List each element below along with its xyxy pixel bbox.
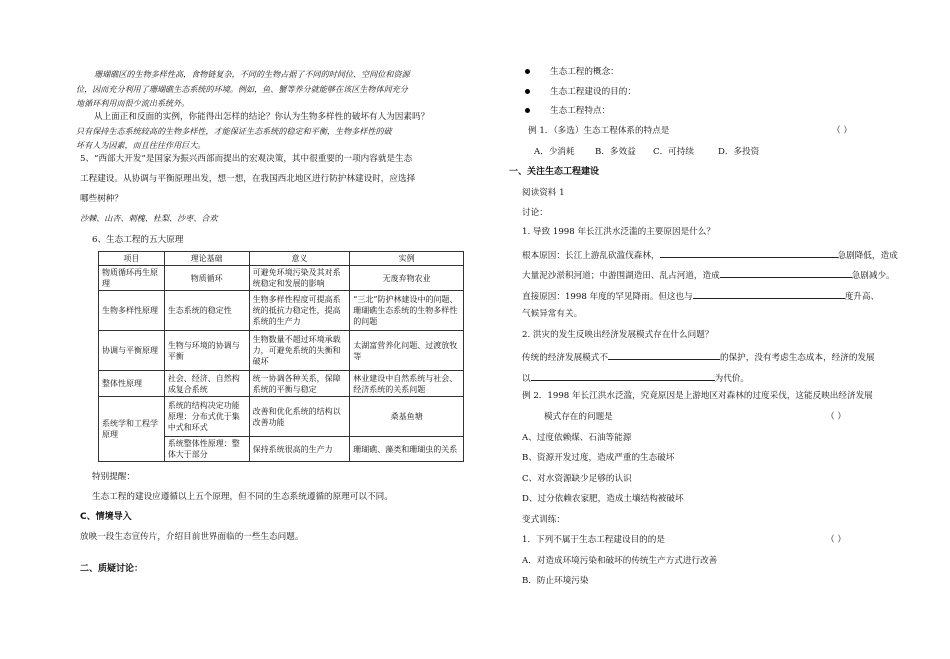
table-row: [99, 291, 464, 331]
answer-blank[interactable]: [608, 350, 720, 360]
answer-parentheses: （ ）: [826, 412, 846, 422]
table-row: [99, 397, 464, 437]
bullet-icon: [525, 108, 530, 113]
example-2-option-a: A、过度依赖煤、石油等能源: [522, 433, 632, 443]
table-header-cell: 项目: [99, 252, 165, 266]
table-cell-meaning: 生物多样性程度可提高系统的抵抗力稳定性，提高系统的生产力: [249, 291, 350, 331]
table-cell-basis: 物质循环: [164, 266, 249, 291]
root-cause-text: 急剧减少。: [851, 271, 895, 281]
option-a: A．少消耗: [534, 147, 575, 157]
root-cause-line-1: [522, 248, 898, 262]
table-cell-example: “三北”防护林建设中的问题、珊瑚礁生态系统的生物多样性的问题: [350, 291, 464, 331]
section-c-heading: C、情境导入: [80, 512, 132, 522]
answer-parentheses: （ ）: [826, 535, 846, 545]
table-cell-item: 生物多样性原理: [99, 291, 165, 331]
bullet-label: 生态工程建设的目的：: [550, 87, 636, 97]
root-cause-text: 根本原因：长江上游乱砍滥伐森林，: [522, 251, 660, 261]
discussion-2-text: 的保护，没有考虑生态成本，经济的发展: [719, 353, 875, 363]
example-2-stem-line-1: 例 2．1998 年长江洪水泛滥，究竟原因是上游地区对森林的过度采伐，这能反映出经济发展: [522, 391, 873, 401]
variant-training-label: 变式训练：: [522, 515, 565, 525]
table-cell-item: 整体性原理: [99, 371, 165, 397]
root-cause-text: 急剧降低，造成: [837, 251, 898, 261]
table-cell-meaning: 生物数量不超过环境承载力，可避免系统的失衡和破坏: [249, 331, 350, 371]
tip-title: 特别提醒：: [92, 472, 135, 482]
table-header-row: [99, 252, 464, 266]
answer-blank[interactable]: [660, 248, 838, 258]
answer-parentheses: （ ）: [832, 126, 852, 136]
example-1-stem: 例 1．（多选）生态工程体系的特点是: [528, 126, 670, 136]
table-cell-basis: 生物与环境的协调与平衡: [164, 331, 249, 371]
direct-cause-text: 直接原因：1998 年度的罕见降雨。但这也与: [522, 292, 693, 302]
bullet-icon: [525, 69, 530, 74]
answer-blank[interactable]: [531, 371, 715, 381]
example-2-option-c: C、对水资源缺少足够的认识: [522, 474, 632, 484]
table-cell-meaning: 统一协调各种关系，保障系统的平衡与稳定: [249, 371, 350, 397]
table-cell-meaning: 改善和优化系统的结构以改善功能: [249, 397, 350, 437]
discussion-2-question: 2. 洪灾的发生反映出经济发展模式存在什么问题？: [522, 330, 714, 340]
section-1-heading: 一、关注生态工程建设: [509, 167, 600, 177]
variant-1-stem: 1．下列不属于生态工程建设目的的是: [522, 535, 665, 545]
question-5-line-2: 工程建设。从协调与平衡原理出发，想一想，在我国西北地区进行防护林建设时，应选择: [80, 174, 416, 184]
bullet-icon: [525, 89, 530, 94]
conclusion-answer-line-1: 只有保持生态系统较高的生物多样性，才能保证生态系统的稳定和平衡，生物多样性的破: [76, 126, 392, 136]
table-cell-meaning: 可避免环境污染及其对系统稳定和发展的影响: [249, 266, 350, 291]
table-cell-basis: 社会、经济、自然构成复合系统: [164, 371, 249, 397]
table-cell-item: 系统学和工程学原理: [99, 397, 165, 462]
table-cell-example: 无废弃物农业: [350, 266, 464, 291]
table-header-cell: 意义: [249, 252, 350, 266]
question-6-title: 6、生态工程的五大原理: [92, 235, 184, 245]
discussion-2-text: 为代价。: [714, 374, 749, 384]
variant-1-option-b: B．防止环境污染: [522, 576, 589, 586]
table-cell-example: 桑基鱼塘: [350, 397, 464, 437]
table-cell-example: 林业建设中自然系统与社会、经济系统的关系问题: [350, 371, 464, 397]
example-2-stem-line-2: 模式存在的问题是: [544, 412, 613, 422]
answer-blank[interactable]: [720, 268, 852, 278]
section-c-text: 放映一段生态宣传片，介绍目前世界面临的一些生态问题。: [80, 532, 304, 542]
discussion-2-line-1: [522, 350, 875, 364]
table-cell-item: 物质循环再生原理: [99, 266, 165, 291]
discussion-label: 讨论：: [522, 208, 548, 218]
bullet-label: 生态工程特点：: [550, 106, 611, 116]
discussion-2-text: 传统的经济发展模式不: [522, 353, 608, 363]
table-cell-meaning: 保持系统很高的生产力: [249, 437, 350, 462]
conclusion-question: 从上面正和反面的实例，你能得出怎样的结论？你认为生物多样性的破坏有人为因素吗？: [94, 112, 430, 122]
direct-cause-line-1: [522, 289, 879, 303]
direct-cause-line-2: 气候异常有关。: [522, 309, 583, 319]
root-cause-text: 大量泥沙淤积河道；中游围湖造田、乱占河道，造成: [522, 271, 720, 281]
conclusion-answer-line-2: 坏有人为因素，而且往往作用巨大。: [76, 140, 206, 150]
question-5-line-3: 哪些树种？: [80, 194, 123, 204]
discussion-1-question: 1. 导致 1998 年长江洪水泛滥的主要原因是什么？: [522, 227, 715, 237]
table-header-cell: 实例: [350, 252, 464, 266]
example-2-option-d: D、过分依赖农家肥，造成土壤结构被破坏: [522, 494, 684, 504]
table-cell-example: 珊瑚礁、藻类和珊瑚虫的关系: [350, 437, 464, 462]
five-principles-table: [98, 251, 464, 462]
discussion-2-text: 以: [522, 374, 531, 384]
question-5-answer: 沙棘、山杏、刺槐、杜梨、沙枣、合欢: [80, 213, 218, 223]
table-cell-item: 协调与平衡原理: [99, 331, 165, 371]
option-d: D．多投资: [718, 147, 760, 157]
reading-material-label: 阅读资料 1: [522, 188, 565, 198]
table-row: [99, 266, 464, 291]
variant-1-option-a: A．对造成环境污染和破坏的传统生产方式进行改善: [522, 556, 718, 566]
table-cell-basis: 生态系统的稳定性: [164, 291, 249, 331]
discussion-2-line-2: [522, 371, 749, 385]
coral-paragraph-line-2: 位，因而充分利用了珊瑚礁生态系统的环境。例如，鱼、蟹等养分就能够在该区生物体间充分: [76, 84, 408, 94]
coral-paragraph-line-1: 珊瑚礁区的生物多样性高，食物链复杂，不同的生物占据了不同的时间位、空间位和资源: [94, 69, 410, 79]
table-cell-basis: 系统的结构决定功能原理：分布式优于集中式和环式: [164, 397, 249, 437]
example-2-option-b: B、资源开发过度，造成严重的生态破坏: [522, 453, 675, 463]
bullet-item: [525, 87, 636, 98]
bullet-item: [525, 67, 619, 78]
question-5-line-1: 5、“西部大开发”是国家为振兴西部而提出的宏观决策，其中很重要的一项内容就是生态: [80, 154, 413, 164]
direct-cause-text: 度升高、: [844, 292, 880, 302]
option-c: C．可持续: [653, 147, 694, 157]
tip-text: 生态工程的建设应遵循以上五个原理，但不同的生态系统遵循的原理可以不同。: [92, 492, 393, 502]
section-2-heading: 二、质疑讨论：: [80, 564, 144, 574]
option-b: B．多效益: [595, 147, 636, 157]
table-row: [99, 371, 464, 397]
bullet-label: 生态工程的概念：: [550, 67, 619, 77]
table-cell-basis: 系统整体性原理：整体大于部分: [164, 437, 249, 462]
table-cell-example: 太湖富营养化问题、过渡放牧等: [350, 331, 464, 371]
bullet-item: [525, 106, 610, 117]
coral-paragraph-line-3: 地循环利用而很少流出系统外。: [76, 98, 190, 108]
answer-blank[interactable]: [693, 289, 845, 299]
table-header-cell: 理论基础: [164, 252, 249, 266]
root-cause-line-2: [522, 268, 895, 282]
table-row: [99, 331, 464, 371]
